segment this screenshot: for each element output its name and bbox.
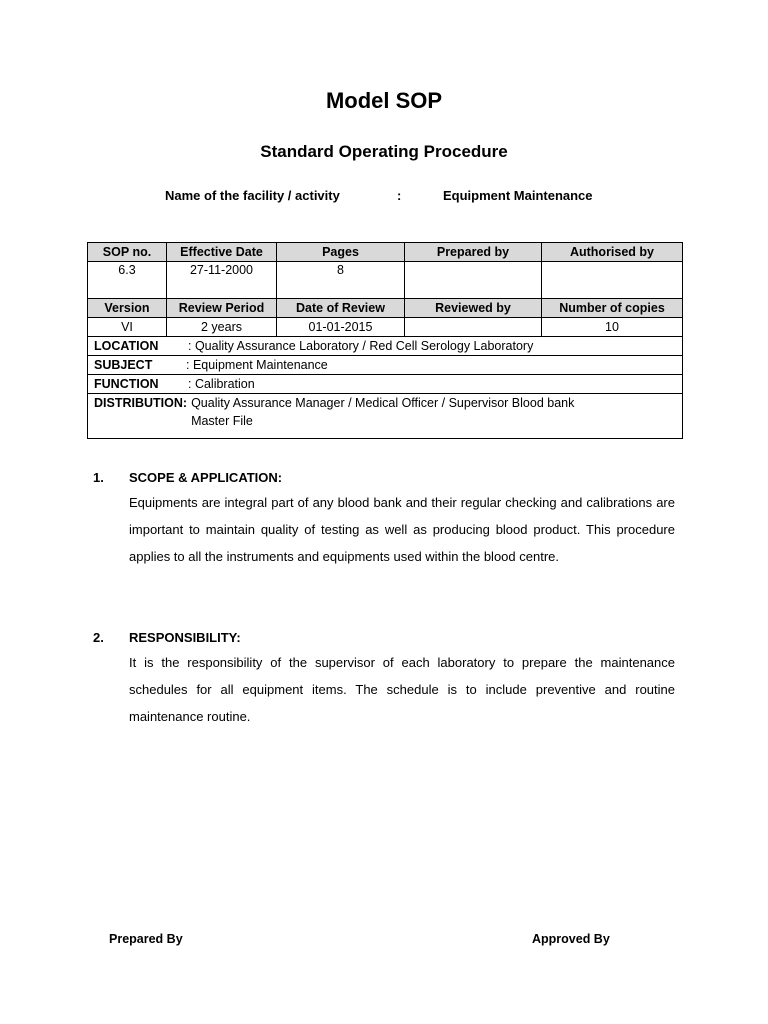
effective-date-value: 27-11-2000	[167, 262, 277, 299]
section-number: 2.	[93, 630, 104, 645]
header-sop-no: SOP no.	[88, 243, 167, 262]
section-scope	[93, 470, 675, 570]
section-body: It is the responsibility of the supervisor of each laboratory to prepare the maintenance schedules for all equipment items. The schedule is to include preventive and routine maintenance routine.	[129, 655, 675, 724]
header-review-period: Review Period	[167, 299, 277, 318]
section-heading: SCOPE & APPLICATION:	[129, 470, 283, 485]
section-body: Equipments are integral part of any blood bank and their regular checking and calibrations are important to maintain quality of testing as well as producing blood product. This procedure applies to all the instruments and equipments used within the blood centre.	[129, 495, 675, 564]
date-of-review-value: 01-01-2015	[277, 318, 405, 337]
section-heading: RESPONSIBILITY:	[129, 630, 241, 645]
function-value: : Calibration	[188, 377, 255, 391]
header-prepared-by: Prepared by	[405, 243, 542, 262]
location-row	[88, 337, 683, 356]
subject-label: SUBJECT	[94, 358, 153, 372]
header-pages: Pages	[277, 243, 405, 262]
document-title: Model SOP	[325, 88, 443, 113]
section-number: 1.	[93, 470, 104, 485]
pages-value: 8	[277, 262, 405, 299]
location-label: LOCATION	[94, 339, 159, 353]
function-label: FUNCTION	[94, 377, 159, 391]
authorised-by-value	[542, 262, 683, 299]
header-authorised-by: Authorised by	[542, 243, 683, 262]
facility-colon: :	[397, 188, 402, 203]
prepared-by-footer: Prepared By	[109, 932, 183, 946]
table-row	[88, 318, 683, 337]
location-value: : Quality Assurance Laboratory / Red Cell Serology Laboratory	[188, 339, 534, 353]
prepared-by-value	[405, 262, 542, 299]
subject-row	[88, 356, 683, 375]
distribution-line-2: Master File	[191, 414, 253, 428]
number-of-copies-value: 10	[542, 318, 683, 337]
table-header-row	[88, 299, 683, 318]
review-period-value: 2 years	[167, 318, 277, 337]
version-value: VI	[88, 318, 167, 337]
header-effective-date: Effective Date	[167, 243, 277, 262]
document-subtitle: Standard Operating Procedure	[260, 142, 508, 161]
facility-label: Name of the facility / activity	[165, 188, 340, 203]
table-header-row	[88, 243, 683, 262]
header-version: Version	[88, 299, 167, 318]
header-reviewed-by: Reviewed by	[405, 299, 542, 318]
reviewed-by-value	[405, 318, 542, 337]
approved-by-footer: Approved By	[532, 932, 610, 946]
distribution-line-1: Quality Assurance Manager / Medical Officer / Supervisor Blood bank	[191, 396, 575, 410]
subject-value: : Equipment Maintenance	[186, 358, 328, 372]
header-date-of-review: Date of Review	[277, 299, 405, 318]
section-responsibility	[93, 630, 675, 730]
header-number-of-copies: Number of copies	[542, 299, 683, 318]
distribution-row	[88, 394, 683, 439]
facility-value: Equipment Maintenance	[443, 188, 593, 203]
distribution-label: DISTRIBUTION:	[94, 396, 188, 410]
function-row	[88, 375, 683, 394]
sop-no-value: 6.3	[88, 262, 167, 299]
sop-info-table	[87, 242, 683, 439]
table-row	[88, 262, 683, 299]
